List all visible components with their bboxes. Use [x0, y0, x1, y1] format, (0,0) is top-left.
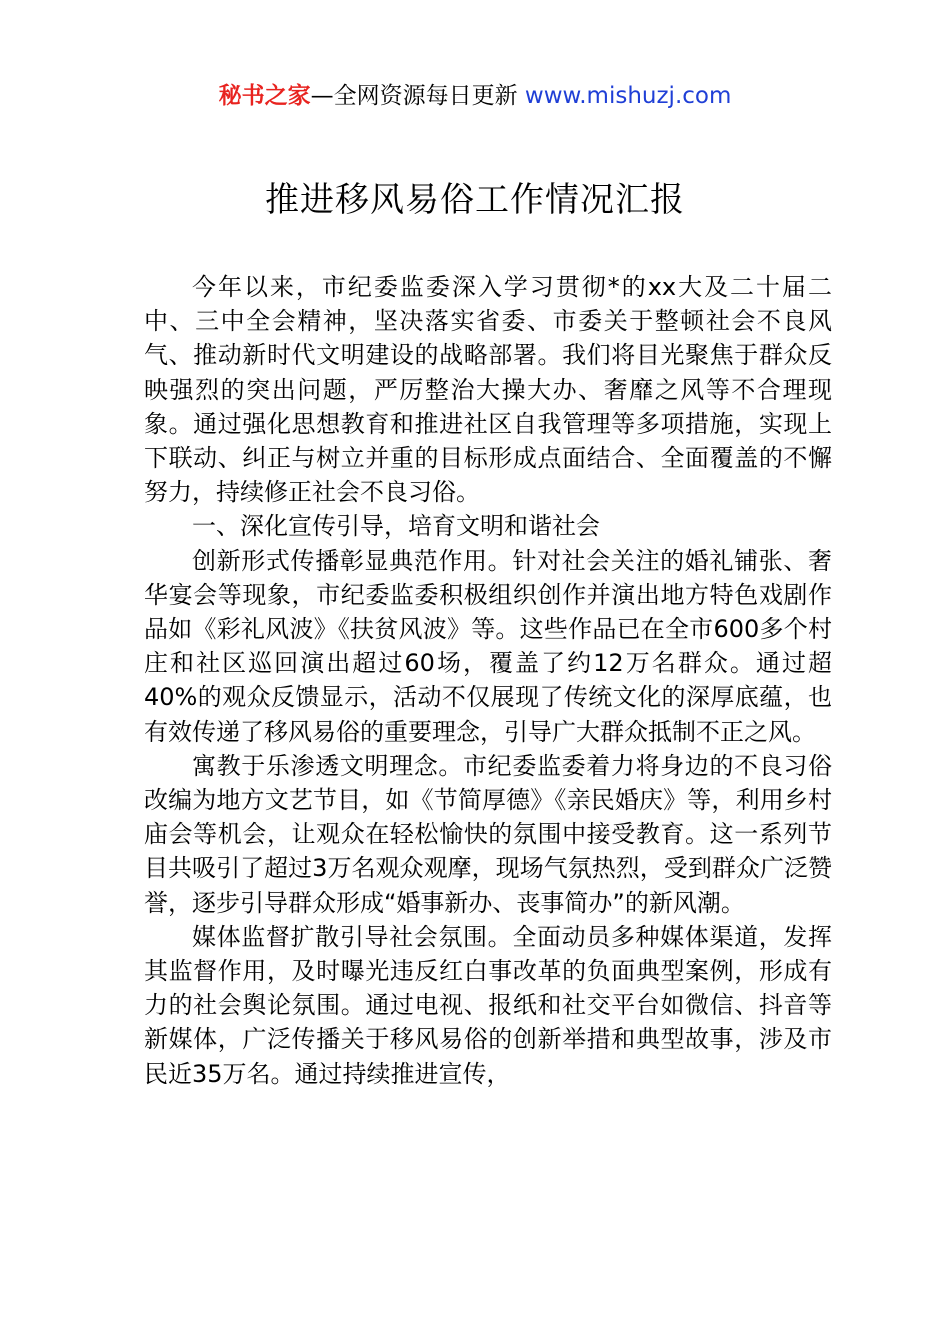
- site-brand: 秘书之家: [218, 83, 311, 109]
- paragraph-intro: 今年以来，市纪委监委深入学习贯彻*的xx大及二十届二中、三中全会精神，坚决落实省委、市委关于整顿社会不良风气、推动新时代文明建设的战略部署。我们将目光聚焦于群众反映强烈的突出问题，严厉整治大操大办、奢靡之风等不合理现象。通过强化思想教育和推进社区自我管理等多项措施，实现上下联动、纠正与树立并重的目标形成点面结合、全面覆盖的不懈努力，持续修正社会不良习俗。: [144, 273, 832, 507]
- site-tagline: —全网资源每日更新: [310, 83, 525, 109]
- section-heading: 一、深化宣传引导，培育文明和谐社会: [192, 512, 600, 541]
- site-url-link[interactable]: www.mishuzj.com: [524, 83, 732, 109]
- paragraph-media-supervision: 媒体监督扩散引导社会氛围。全面动员多种媒体渠道，发挥其监督作用，及时曝光违反红白事改革的负面典型案例，形成有力的社会舆论氛围。通过电视、报纸和社交平台如微信、抖音等新媒体，广泛传播关于移风易俗的创新举措和典型故事，涉及市民近35万名。通过持续推进宣传，: [144, 922, 832, 1088]
- paragraph-entertainment-education: 寓教于乐渗透文明理念。市纪委监委着力将身边的不良习俗改编为地方文艺节目，如《节简厚德》《亲民婚庆》等，利用乡村庙会等机会，让观众在轻松愉快的氛围中接受教育。这一系列节目共吸引了超过3万名观众观摩，现场气氛热烈，受到群众广泛赞誉，逐步引导群众形成“婚事新办、丧事简办”的新风潮。: [144, 751, 832, 917]
- document-title: 推进移风易俗工作情况汇报: [265, 180, 685, 220]
- paragraph-creative-forms: 创新形式传播彰显典范作用。针对社会关注的婚礼铺张、奢华宴会等现象，市纪委监委积极组织创作并演出地方特色戏剧作品如《彩礼风波》《扶贫风波》等。这些作品已在全市600多个村庄和社区巡回演出超过60场，覆盖了约12万名群众。通过超40%的观众反馈显示，活动不仅展现了传统文化的深厚底蕴，也有效传递了移风易俗的重要理念，引导广大群众抵制不正之风。: [144, 546, 832, 746]
- site-header: [0, 80, 950, 112]
- document-body: [144, 270, 832, 1091]
